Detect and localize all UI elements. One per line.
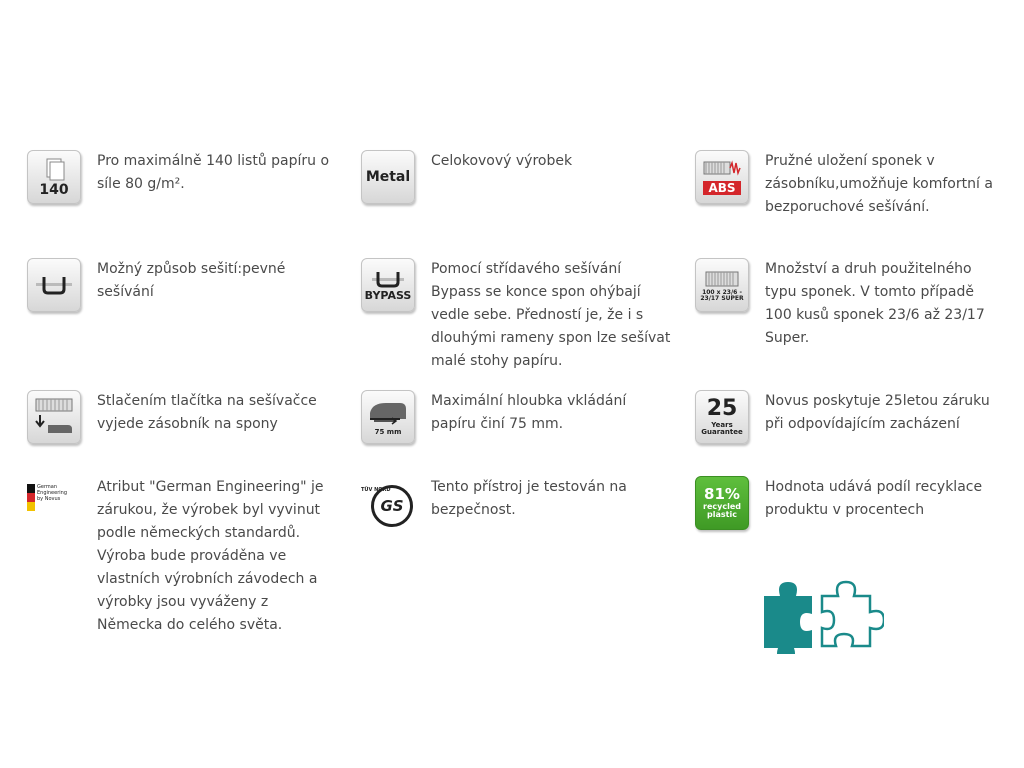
feature-text: Celokovový výrobek (431, 153, 573, 169)
feature-text: Možný způsob sešití:pevné sešívání (97, 261, 286, 300)
feature-text: Novus poskytuje 25letou záruku při odpovídajícím zacházení (765, 393, 990, 432)
metal-icon: Metal (361, 150, 415, 204)
feature-text: Pomocí střídavého sešívání Bypass se konce spon ohýbají vedle sebe. Předností je, že i s dlouhými rameny spon lze sešívat malé stohy papíru. (431, 261, 671, 369)
feature-text: Stlačením tlačítka na sešívačce vyjede zásobník na spony (97, 393, 317, 432)
feature-text: Pružné uložení sponek v zásobníku,umožňuje komfortní a bezporuchové sešívání. (765, 153, 993, 215)
abs-icon: ABS (695, 150, 749, 204)
bypass-icon: BYPASS (361, 258, 415, 312)
gs-tuv-icon: TÜV NORD GS (361, 476, 413, 528)
german-flag-icon (27, 484, 35, 511)
warranty-25-icon: 25 Years Guarantee (695, 390, 749, 444)
paper-140-icon: 140 (27, 150, 81, 204)
depth-75mm-icon: 75 mm (361, 390, 415, 444)
staple-sizes-icon: 100 x 23/6 - 23/17 SUPER (695, 258, 749, 312)
magazine-eject-icon (27, 390, 81, 444)
fixed-stapling-icon (27, 258, 81, 312)
feature-text: Tento přístroj je testován na bezpečnost. (431, 479, 627, 518)
feature-text: Hodnota udává podíl recyklace produktu v procentech (765, 479, 983, 518)
german-engineering-icon: German Engineering by Novus (27, 476, 79, 536)
puzzle-icon (760, 578, 884, 654)
feature-text: Atribut "German Engineering" je zárukou, že výrobek byl vyvinut podle německých standardů. Výroba bude prováděna ve vlastních výrobních závodech a výrobky jsou vyváženy z Německa do celého světa. (97, 479, 324, 633)
feature-text: Maximální hloubka vkládání papíru činí 75 mm. (431, 393, 627, 432)
recycled-81-icon: 81% recycled plastic (695, 476, 749, 530)
feature-text: Množství a druh použitelného typu sponek. V tomto případě 100 kusů sponek 23/6 až 23/17 Super. (765, 261, 985, 346)
feature-text: Pro maximálně 140 listů papíru o síle 80 g/m². (97, 153, 330, 192)
